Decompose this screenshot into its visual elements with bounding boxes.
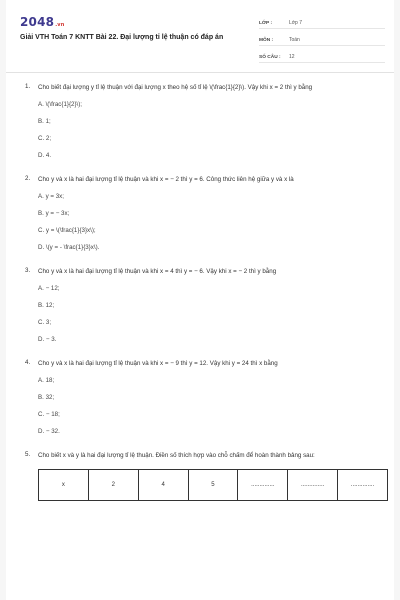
answer-options bbox=[38, 192, 384, 252]
answer-option-a[interactable]: A. \(\frac{1}{2}\); bbox=[38, 101, 83, 108]
answer-options bbox=[38, 284, 384, 344]
logo-main: 2048 bbox=[20, 15, 55, 29]
answer-option-c[interactable]: C. 3; bbox=[38, 319, 52, 326]
table-cell: x bbox=[39, 470, 89, 501]
question-5 bbox=[16, 451, 384, 501]
question-3 bbox=[16, 267, 384, 344]
fill-in-table bbox=[38, 469, 388, 501]
document-title: Giải VTH Toán 7 KNTT Bài 22. Đại lượng tỉ lệ thuận có đáp án bbox=[20, 34, 224, 41]
meta-value: Toán bbox=[289, 37, 300, 43]
meta-value: Lớp 7 bbox=[289, 20, 303, 26]
document-header bbox=[6, 0, 394, 73]
answer-option-c[interactable]: C. − 18; bbox=[38, 411, 60, 418]
table-cell: 5 bbox=[188, 470, 238, 501]
answer-option-c[interactable]: C. 2; bbox=[38, 135, 52, 142]
question-text: Cho biết đại lượng y tỉ lệ thuận với đại lượng x theo hệ số tỉ lệ \(\frac{1}{2}\). Vậy khi x = 2 thì y bằng bbox=[38, 84, 313, 91]
question-2 bbox=[16, 175, 384, 252]
meta-label: MÔN : bbox=[259, 38, 274, 43]
answer-option-b[interactable]: B. 32; bbox=[38, 394, 55, 401]
meta-value: 12 bbox=[289, 54, 295, 60]
question-number: 4. bbox=[25, 359, 31, 366]
question-list bbox=[6, 73, 394, 501]
table-cell: 4 bbox=[138, 470, 188, 501]
meta-label: LỚP : bbox=[259, 21, 273, 26]
answer-option-d[interactable]: D. − 32. bbox=[38, 428, 60, 435]
answer-option-d[interactable]: D. 4. bbox=[38, 152, 52, 159]
answer-option-b[interactable]: B. 12; bbox=[38, 302, 55, 309]
answer-option-b[interactable]: B. y = − 3x; bbox=[38, 210, 70, 217]
table-cell-blank[interactable]: .............. bbox=[288, 470, 338, 501]
answer-option-b[interactable]: B. 1; bbox=[38, 118, 51, 125]
logo-suffix: .vn bbox=[55, 22, 65, 28]
question-number: 2. bbox=[25, 175, 31, 182]
question-number: 1. bbox=[25, 83, 31, 90]
answer-option-a[interactable]: A. y = 3x; bbox=[38, 193, 64, 200]
meta-row-question-count bbox=[259, 48, 385, 63]
table-row bbox=[39, 470, 388, 501]
question-number: 5. bbox=[25, 451, 31, 458]
document-meta bbox=[259, 14, 385, 65]
question-4 bbox=[16, 359, 384, 436]
answer-option-a[interactable]: A. 18; bbox=[38, 377, 55, 384]
answer-option-d[interactable]: D. − 3. bbox=[38, 336, 57, 343]
table-cell: 2 bbox=[88, 470, 138, 501]
answer-option-d[interactable]: D. \(y = - \frac{1}{3}x\). bbox=[38, 244, 100, 251]
meta-row-subject bbox=[259, 31, 385, 46]
table-cell-blank[interactable]: .............. bbox=[338, 470, 388, 501]
question-text: Cho y và x là hai đại lượng tỉ lệ thuận và khi x = − 9 thì y = 12. Vậy khi y = 24 thì x bằng bbox=[38, 360, 278, 367]
question-text: Cho biết x và y là hai đại lượng tỉ lệ thuận. Điền số thích hợp vào chỗ chấm để hoàn thành bảng sau: bbox=[38, 452, 315, 459]
answer-option-a[interactable]: A. − 12; bbox=[38, 285, 60, 292]
question-1 bbox=[16, 83, 384, 160]
table-cell-blank[interactable]: .............. bbox=[238, 470, 288, 501]
answer-options bbox=[38, 100, 384, 160]
document-page bbox=[6, 0, 394, 600]
answer-option-c[interactable]: C. y = \(\frac{1}{3}x\); bbox=[38, 227, 96, 234]
question-text: Cho y và x là hai đại lượng tỉ lệ thuận và khi x = − 2 thì y = 6. Công thức liên hệ giữa y và x là bbox=[38, 176, 294, 183]
answer-options bbox=[38, 376, 384, 436]
site-logo[interactable] bbox=[20, 15, 65, 29]
meta-row-grade bbox=[259, 14, 385, 29]
question-text: Cho y và x là hai đại lượng tỉ lệ thuận và khi x = 4 thì y = − 6. Vậy khi x = − 2 thì y bằng bbox=[38, 268, 277, 275]
meta-label: SỐ CÂU : bbox=[259, 55, 281, 60]
question-number: 3. bbox=[25, 267, 31, 274]
